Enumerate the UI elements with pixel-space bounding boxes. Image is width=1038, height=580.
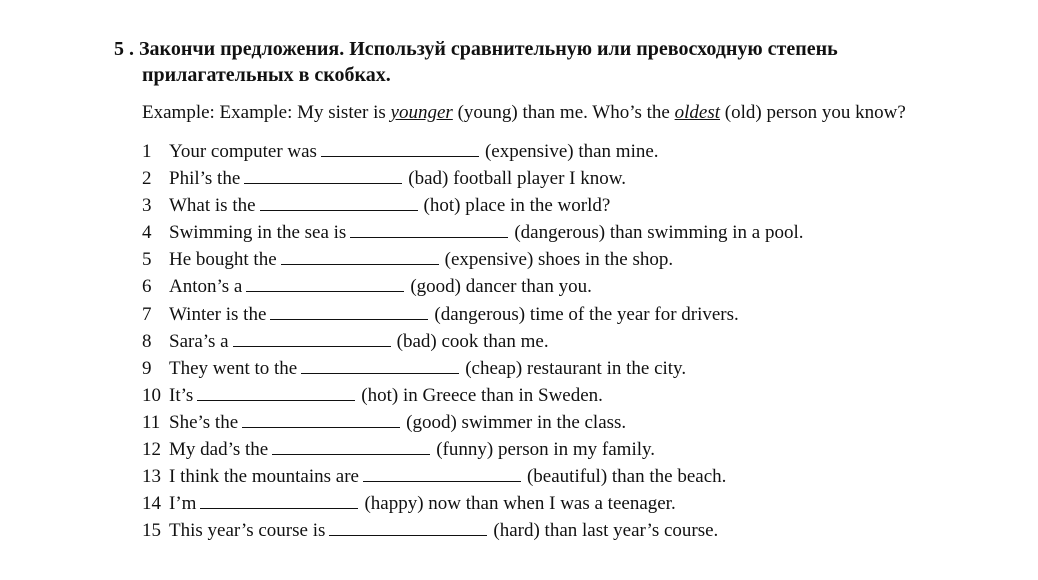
exercise-text-after: (expensive) than mine.	[484, 141, 659, 162]
exercise-text-before: I’m	[169, 493, 197, 515]
exercise-item	[142, 165, 804, 192]
exercise-text-before: Phil’s the	[169, 168, 241, 190]
exercise-item	[142, 192, 804, 219]
exercise-text-before: Swimming in the sea is	[169, 222, 347, 244]
example-suffix: (old) person you know?	[720, 102, 906, 123]
answer-blank[interactable]	[260, 192, 418, 211]
exercise-text-after: (hard) than last year’s course.	[493, 520, 719, 542]
exercise-text-before: Winter is the	[169, 303, 267, 325]
exercise-text-after: (beautiful) than the beach.	[526, 466, 727, 488]
answer-blank[interactable]	[272, 436, 430, 455]
exercise-text-after: (dangerous) than swimming in a pool.	[514, 222, 804, 244]
exercise-text-before: This year’s course is	[169, 520, 326, 542]
exercise-number: 9	[142, 357, 152, 379]
exercise-item	[142, 517, 804, 544]
exercise-item	[142, 328, 804, 355]
exercise-text-after: (happy) now than when I was a teenager.	[364, 493, 676, 515]
answer-blank[interactable]	[321, 138, 479, 157]
exercise-item	[142, 246, 804, 273]
exercise-text-before: She’s the	[169, 411, 239, 433]
exercise-text-before: Your computer was	[169, 141, 317, 162]
exercise-number: 15	[142, 520, 161, 542]
exercise-text-before: I think the mountains are	[169, 466, 359, 488]
exercise-item	[142, 219, 804, 246]
exercise-text-before: Sara’s a	[169, 330, 229, 352]
exercise-item	[142, 273, 804, 300]
exercise-text-before: Anton’s a	[169, 276, 243, 298]
example-prefix: Example: Example: My sister is	[142, 102, 391, 123]
answer-blank[interactable]	[200, 490, 358, 509]
exercise-number: 11	[142, 411, 161, 433]
exercise-text-before: My dad’s the	[169, 439, 269, 461]
answer-blank[interactable]	[301, 355, 459, 374]
exercise-text-before: What is the	[169, 195, 256, 217]
exercise-text-after: (bad) cook than me.	[396, 330, 549, 352]
task-title-line1: Закончи предложения. Используй сравнительную или превосходную степень	[139, 38, 838, 60]
exercise-number: 14	[142, 493, 161, 515]
example-mid: (young) than me. Who’s the	[452, 102, 675, 123]
example-answer-1: younger	[390, 102, 453, 123]
exercise-text-after: (good) dancer than you.	[410, 276, 592, 298]
exercise-text-after: (good) swimmer in the class.	[406, 411, 627, 433]
answer-blank[interactable]	[242, 409, 400, 428]
answer-blank[interactable]	[197, 382, 355, 401]
task-title-line2: прилагательных в скобках.	[142, 64, 391, 86]
exercise-text-before: It’s	[169, 384, 194, 406]
exercise-number: 6	[142, 276, 152, 298]
answer-blank[interactable]	[350, 219, 508, 238]
exercise-number: 8	[142, 330, 152, 352]
exercise-item	[142, 490, 804, 517]
answer-blank[interactable]	[281, 246, 439, 265]
exercise-item	[142, 138, 804, 165]
exercise-text-after: (hot) in Greece than in Sweden.	[361, 384, 603, 406]
exercise-number: 5	[142, 249, 152, 271]
exercise-number: 12	[142, 439, 161, 461]
answer-blank[interactable]	[246, 273, 404, 292]
exercise-number: 7	[142, 303, 152, 325]
answer-blank[interactable]	[233, 328, 391, 347]
exercise-text-after: (bad) football player I know.	[408, 168, 626, 190]
answer-blank[interactable]	[329, 517, 487, 536]
example-sentence	[142, 100, 906, 126]
exercise-number: 3	[142, 195, 152, 217]
exercise-text-after: (dangerous) time of the year for drivers.	[434, 303, 739, 325]
answer-blank[interactable]	[363, 463, 521, 482]
exercise-number: 13	[142, 466, 161, 488]
exercise-number: 1	[142, 141, 152, 162]
exercise-list	[142, 138, 804, 544]
exercise-text-after: (funny) person in my family.	[436, 439, 656, 461]
answer-blank[interactable]	[270, 301, 428, 320]
exercise-text-after: (cheap) restaurant in the city.	[465, 357, 687, 379]
exercise-item	[142, 463, 804, 490]
exercise-item	[142, 409, 804, 436]
exercise-item	[142, 436, 804, 463]
exercise-text-before: He bought the	[169, 249, 277, 271]
answer-blank[interactable]	[244, 165, 402, 184]
exercise-number: 10	[142, 384, 161, 406]
exercise-text-after: (expensive) shoes in the shop.	[444, 249, 674, 271]
example-answer-2: oldest	[674, 102, 721, 123]
task-heading	[114, 36, 838, 88]
task-number: 5 .	[114, 38, 134, 60]
exercise-text-before: They went to the	[169, 357, 298, 379]
exercise-number: 4	[142, 222, 152, 244]
exercise-number: 2	[142, 168, 152, 190]
exercise-item	[142, 355, 804, 382]
exercise-item	[142, 382, 804, 409]
exercise-text-after: (hot) place in the world?	[423, 195, 611, 217]
exercise-item	[142, 301, 804, 328]
